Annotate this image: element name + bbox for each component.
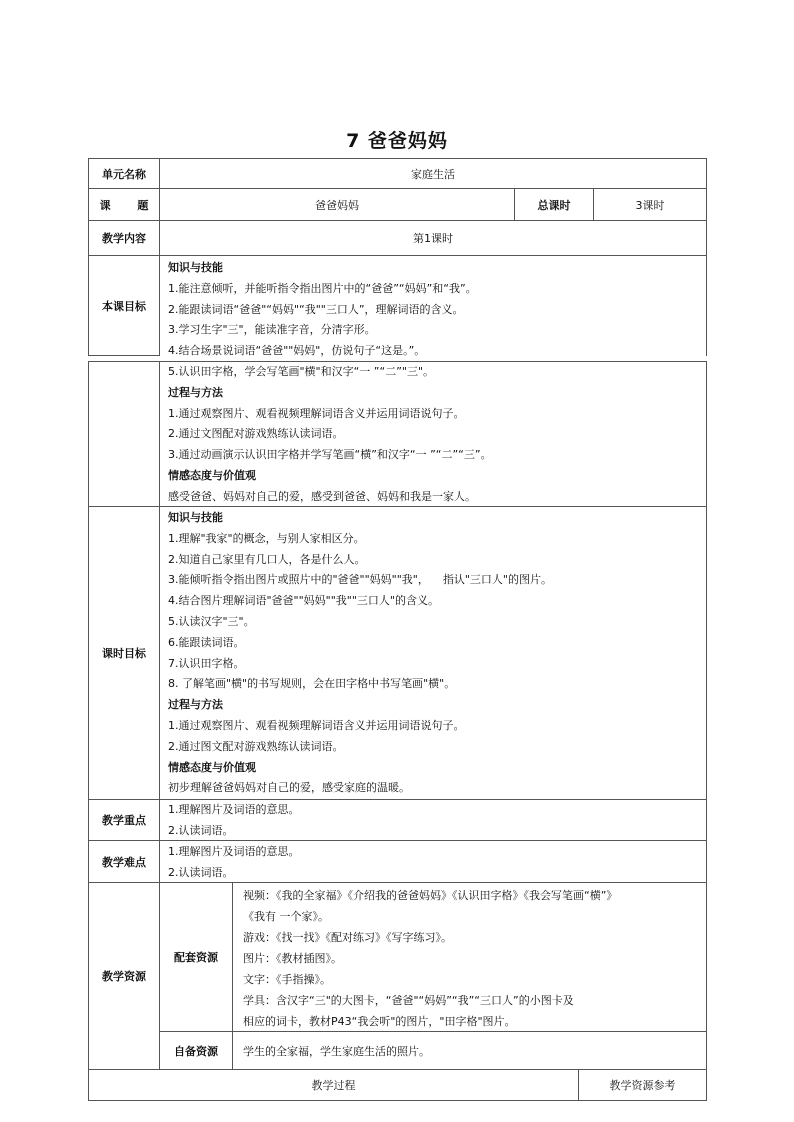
resource-line: 游戏：《找一找》《配对练习》《写字练习》。 (243, 931, 452, 944)
goal-line: 1.通过观察图片、观看视频理解词语含义并运用词语说句子。 (168, 406, 465, 420)
period-line: 6.能跟读词语。 (168, 635, 245, 649)
period-line: 4.结合图片理解词语"爸爸""妈妈""我""三口人"的含义。 (168, 594, 439, 608)
total-periods-value: 3课时 (593, 188, 707, 221)
key-point-line: 2.认读词语。 (168, 823, 234, 837)
period-line: 7.认识田字格。 (168, 656, 245, 670)
course-goal-continued-label-cell (88, 361, 160, 507)
course-goal-continued-content (159, 361, 707, 507)
total-periods-label: 总课时 (514, 188, 594, 221)
key-points-label: 教学重点 (88, 799, 160, 841)
goal-heading-knowledge: 知识与技能 (168, 261, 223, 274)
matching-resources-content (232, 882, 707, 1032)
matching-resources-label: 配套资源 (159, 882, 233, 1032)
teaching-content-value: 第1课时 (159, 220, 707, 256)
teaching-process-header: 教学过程 (88, 1069, 579, 1101)
difficult-point-line: 1.理解图片及词语的意思。 (168, 845, 300, 858)
period-goal-label: 课时目标 (88, 506, 160, 800)
difficult-points-content (159, 840, 707, 883)
teaching-content-label: 教学内容 (88, 220, 160, 256)
resource-line: 相应的词卡，教材P43“我会听"的图片，"田字格"图片。 (243, 1015, 516, 1028)
resource-line: 图片：《教材插图》。 (243, 952, 342, 965)
goal-line: 2.通过文图配对游戏熟练认读词语。 (168, 427, 344, 441)
period-heading-process: 过程与方法 (168, 698, 223, 712)
goal-line: 5.认识田字格，学会写笔画"横"和汉字“一 ”“二”"三"。 (168, 365, 435, 378)
period-line: 2.知道自己家里有几口人，各是什么人。 (168, 552, 366, 566)
period-heading-knowledge: 知识与技能 (168, 511, 223, 524)
resource-line: 文字：《手指操》。 (243, 973, 331, 986)
goal-line: 3.通过动画演示认识田字格并学写笔画“横”和汉字“一 ”“二”“三”。 (168, 448, 492, 462)
difficult-point-line: 2.认读词语。 (168, 865, 234, 879)
goal-line: 3.学习生字"三"，能读准字音，分清字形。 (168, 323, 376, 337)
key-point-line: 1.理解图片及词语的意思。 (168, 803, 300, 816)
resource-reference-header: 教学资源参考 (578, 1069, 707, 1101)
period-line: 8. 了解笔画"横"的书写规则，会在田字格中书写笔画"横"。 (168, 677, 456, 691)
course-goal-label: 本课目标 (88, 255, 160, 356)
period-line: 初步理解爸爸妈妈对自己的爱，感受家庭的温暖。 (168, 781, 410, 795)
document-title: 7 爸爸妈妈 (346, 130, 448, 152)
resources-label: 教学资源 (88, 882, 160, 1070)
unit-name-value: 家庭生活 (159, 158, 707, 189)
lesson-value: 爸爸妈妈 (159, 188, 515, 221)
own-resources-value: 学生的全家福，学生家庭生活的照片。 (232, 1031, 707, 1070)
resource-line: 学具：含汉字“三"的大图卡，“爸爸"“妈妈”“我”“三口人”的小图卡及 (243, 994, 574, 1007)
period-heading-attitude: 情感态度与价值观 (168, 760, 256, 774)
period-line: 2.通过图文配对游戏熟练认读词语。 (168, 739, 344, 753)
period-line: 5.认读汉字"三"。 (168, 614, 255, 628)
goal-line: 4.结合场景说词语“爸爸""妈妈"，仿说句子“这是。”。 (168, 344, 426, 358)
own-resources-label: 自备资源 (159, 1031, 233, 1070)
lesson-label: 课 题 (88, 188, 160, 221)
key-points-content (159, 799, 707, 841)
goal-heading-process: 过程与方法 (168, 385, 223, 399)
unit-name-label: 单元名称 (88, 158, 160, 189)
resource-line: 《我有 一个家》。 (243, 910, 329, 923)
period-line: 1.理解"我家"的概念，与别人家相区分。 (168, 531, 365, 545)
difficult-points-label: 教学难点 (88, 840, 160, 883)
goal-line: 感受爸爸、妈妈对自己的爱，感受到爸爸、妈妈和我是一家人。 (168, 489, 476, 503)
goal-heading-attitude: 情感态度与价值观 (168, 468, 256, 482)
period-goal-content (159, 506, 707, 800)
period-line: 1.通过观察图片、观看视频理解词语含义并运用词语说句子。 (168, 718, 465, 732)
goal-line: 1.能注意倾听，并能听指令指出图片中的“爸爸”“妈妈”和“我”。 (168, 281, 477, 295)
resource-line: 视频：《我的全家福》《介绍我的爸爸妈妈》《认识田字格》《我会写笔画“横”》 (243, 889, 618, 902)
goal-line: 2.能跟读词语“爸爸"“妈妈"“我""三口人”，理解词语的含义。 (168, 302, 464, 316)
course-goal-content (159, 255, 707, 356)
period-line: 3.能倾听指令指出图片或照片中的"爸爸""妈妈""我"， 指认"三口人"的图片。 (168, 573, 552, 587)
